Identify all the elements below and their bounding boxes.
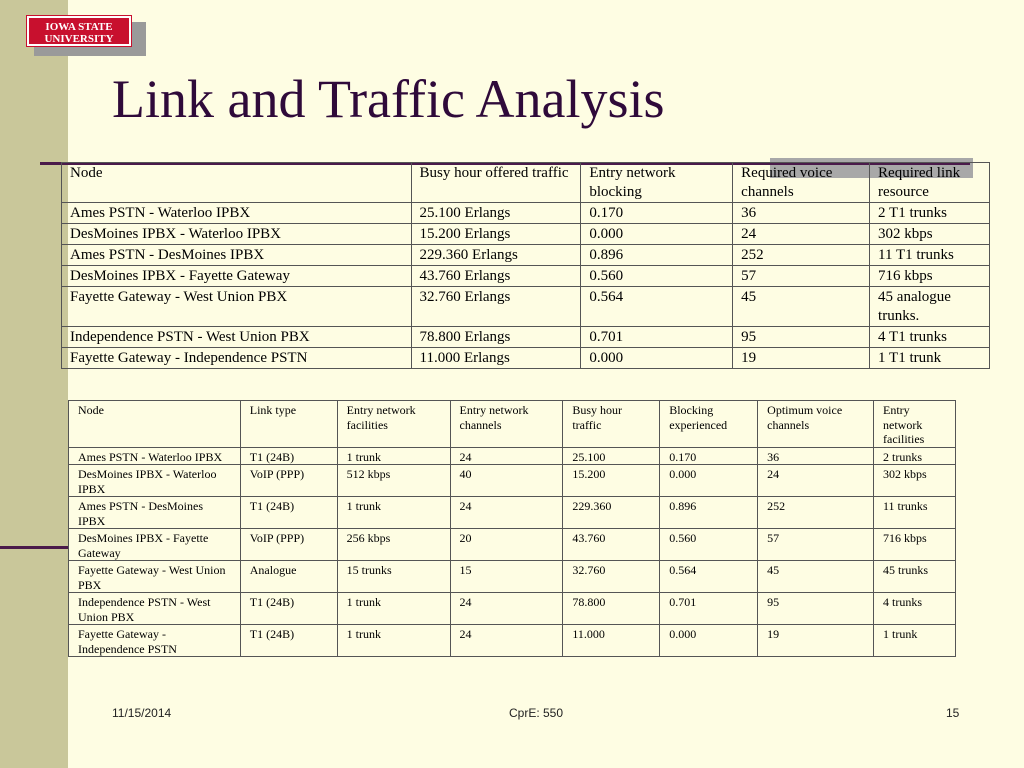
table-cell: 0.896 — [581, 245, 733, 266]
table-cell: 36 — [733, 203, 870, 224]
table-cell: 24 — [758, 465, 874, 497]
table-cell: 11.000 Erlangs — [411, 348, 581, 369]
column-header: Node — [62, 163, 412, 203]
table-cell: 57 — [758, 529, 874, 561]
column-header: Optimum voice channels — [758, 401, 874, 448]
table-cell: 24 — [733, 224, 870, 245]
table-cell: 20 — [450, 529, 563, 561]
table-cell: 1 trunk — [874, 625, 956, 657]
table-cell: 11.000 — [563, 625, 660, 657]
logo-line-1: IOWA STATE — [45, 21, 113, 33]
table-cell: Ames PSTN - Waterloo IPBX — [62, 203, 412, 224]
link-analysis-table — [68, 400, 956, 657]
table-cell: Fayette Gateway - Independence PSTN — [62, 348, 412, 369]
table-cell: 252 — [758, 497, 874, 529]
table-cell: 256 kbps — [337, 529, 450, 561]
university-logo — [27, 16, 131, 46]
table-cell: 302 kbps — [870, 224, 990, 245]
table-cell: 0.000 — [660, 465, 758, 497]
table-cell: 24 — [450, 593, 563, 625]
table-cell: T1 (24B) — [240, 625, 337, 657]
slide-title: Link and Traffic Analysis — [112, 69, 665, 129]
table-row — [62, 266, 990, 287]
footer-course: CprE: 550 — [509, 706, 564, 720]
table-cell: 0.560 — [581, 266, 733, 287]
table-cell: 302 kbps — [874, 465, 956, 497]
sidebar-divider — [0, 546, 68, 549]
table-cell: 40 — [450, 465, 563, 497]
table-cell: 0.000 — [581, 224, 733, 245]
table-cell: DesMoines IPBX - Fayette Gateway — [62, 266, 412, 287]
table-cell: 78.800 — [563, 593, 660, 625]
table-cell: 229.360 — [563, 497, 660, 529]
table-cell: 45 — [758, 561, 874, 593]
table-cell: Fayette Gateway - West Union PBX — [69, 561, 241, 593]
table-cell: 0.000 — [660, 625, 758, 657]
table-cell: Analogue — [240, 561, 337, 593]
table-cell: 15 trunks — [337, 561, 450, 593]
table-cell: 1 trunk — [337, 593, 450, 625]
table-cell: 0.000 — [581, 348, 733, 369]
table-cell: 43.760 — [563, 529, 660, 561]
table-row — [62, 327, 990, 348]
table-cell: 1 T1 trunk — [870, 348, 990, 369]
table-cell: 95 — [758, 593, 874, 625]
table-cell: Fayette Gateway - West Union PBX — [62, 287, 412, 327]
column-header: Entry network facilities — [337, 401, 450, 448]
table-row — [69, 561, 956, 593]
table-row — [69, 447, 956, 465]
table-cell: 1 trunk — [337, 497, 450, 529]
table-cell: DesMoines IPBX - Waterloo IPBX — [69, 465, 241, 497]
table-row — [69, 465, 956, 497]
table-cell: 2 trunks — [874, 447, 956, 465]
table-cell: 716 kbps — [874, 529, 956, 561]
column-header: Entry network blocking — [581, 163, 733, 203]
table-cell: 229.360 Erlangs — [411, 245, 581, 266]
table-cell: 32.760 Erlangs — [411, 287, 581, 327]
table-cell: 11 trunks — [874, 497, 956, 529]
logo-line-2: UNIVERSITY — [44, 33, 114, 45]
table-cell: T1 (24B) — [240, 593, 337, 625]
table-cell: 0.560 — [660, 529, 758, 561]
column-header: Busy hour offered traffic — [411, 163, 581, 203]
table-row — [69, 593, 956, 625]
table-cell: 0.701 — [660, 593, 758, 625]
table-row — [62, 287, 990, 327]
table-cell: 512 kbps — [337, 465, 450, 497]
table-cell: 19 — [733, 348, 870, 369]
column-header: Required voice channels — [733, 163, 870, 203]
table-cell: 15.200 Erlangs — [411, 224, 581, 245]
table-cell: Ames PSTN - Waterloo IPBX — [69, 447, 241, 465]
table-header-row — [69, 401, 956, 448]
table-cell: 252 — [733, 245, 870, 266]
table-cell: DesMoines IPBX - Waterloo IPBX — [62, 224, 412, 245]
column-header: Entry network channels — [450, 401, 563, 448]
footer-date: 11/15/2014 — [112, 706, 172, 720]
table-cell: Ames PSTN - DesMoines IPBX — [69, 497, 241, 529]
table-row — [69, 625, 956, 657]
table-cell: Fayette Gateway - Independence PSTN — [69, 625, 241, 657]
table-cell: 45 analogue trunks. — [870, 287, 990, 327]
table-cell: VoIP (PPP) — [240, 529, 337, 561]
table-cell: 0.896 — [660, 497, 758, 529]
table-row — [62, 224, 990, 245]
table-cell: 24 — [450, 497, 563, 529]
table-cell: Independence PSTN - West Union PBX — [62, 327, 412, 348]
table-cell: 45 trunks — [874, 561, 956, 593]
table-cell: 4 trunks — [874, 593, 956, 625]
table-row — [62, 203, 990, 224]
table-cell: 36 — [758, 447, 874, 465]
table-cell: 15.200 — [563, 465, 660, 497]
column-header: Link type — [240, 401, 337, 448]
column-header: Busy hour traffic — [563, 401, 660, 448]
table-row — [69, 497, 956, 529]
table-cell: 0.564 — [581, 287, 733, 327]
table-row — [69, 529, 956, 561]
table-cell: 15 — [450, 561, 563, 593]
table-row — [62, 348, 990, 369]
table-cell: 0.170 — [581, 203, 733, 224]
table-cell: 2 T1 trunks — [870, 203, 990, 224]
column-header: Required link resource — [870, 163, 990, 203]
table-cell: 0.701 — [581, 327, 733, 348]
table-cell: 43.760 Erlangs — [411, 266, 581, 287]
slide-sidebar — [0, 0, 68, 768]
column-header: Blocking experienced — [660, 401, 758, 448]
table-row — [62, 245, 990, 266]
table-cell: 25.100 Erlangs — [411, 203, 581, 224]
table-cell: Independence PSTN - West Union PBX — [69, 593, 241, 625]
table-cell: 24 — [450, 447, 563, 465]
table-cell: 25.100 — [563, 447, 660, 465]
table-cell: 0.170 — [660, 447, 758, 465]
column-header: Node — [69, 401, 241, 448]
table-cell: 24 — [450, 625, 563, 657]
table-cell: 45 — [733, 287, 870, 327]
footer-page-number: 15 — [946, 706, 960, 720]
table-cell: T1 (24B) — [240, 447, 337, 465]
traffic-summary-table — [61, 162, 990, 369]
column-header: Entry network facilities — [874, 401, 956, 448]
table-cell: 1 trunk — [337, 625, 450, 657]
table-cell: 32.760 — [563, 561, 660, 593]
table-cell: 95 — [733, 327, 870, 348]
table-header-row — [62, 163, 990, 203]
table-cell: 57 — [733, 266, 870, 287]
table-cell: Ames PSTN - DesMoines IPBX — [62, 245, 412, 266]
table-cell: 11 T1 trunks — [870, 245, 990, 266]
table-cell: T1 (24B) — [240, 497, 337, 529]
table-cell: 1 trunk — [337, 447, 450, 465]
table-cell: DesMoines IPBX - Fayette Gateway — [69, 529, 241, 561]
table-cell: VoIP (PPP) — [240, 465, 337, 497]
table-cell: 4 T1 trunks — [870, 327, 990, 348]
table-cell: 0.564 — [660, 561, 758, 593]
table-cell: 19 — [758, 625, 874, 657]
table-cell: 78.800 Erlangs — [411, 327, 581, 348]
table-cell: 716 kbps — [870, 266, 990, 287]
